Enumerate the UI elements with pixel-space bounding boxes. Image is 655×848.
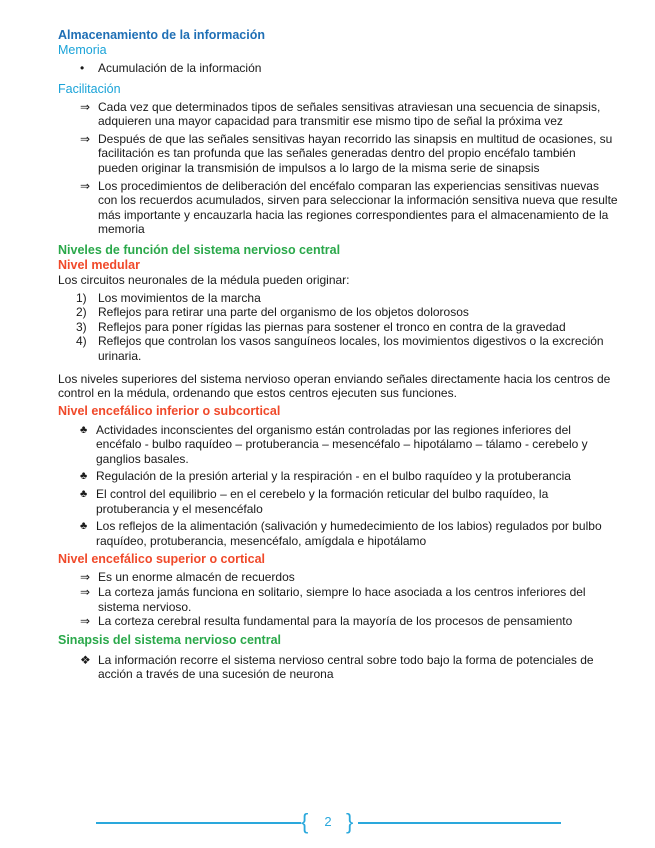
arrow-icon: ⇒ xyxy=(80,585,91,600)
section-title-sinapsis: Sinapsis del sistema nervioso central xyxy=(58,632,282,647)
page-number: 2 xyxy=(324,814,332,829)
bullet-icon: • xyxy=(80,61,85,75)
document-page xyxy=(58,28,618,682)
left-brace-icon: { xyxy=(301,809,309,834)
list-number: 4) xyxy=(76,334,87,349)
club-icon: ♣ xyxy=(80,488,88,501)
arrow-icon: ⇒ xyxy=(80,178,91,193)
right-brace-icon: } xyxy=(346,809,354,834)
arrow-icon: ⇒ xyxy=(80,131,91,146)
club-icon: ♣ xyxy=(80,520,88,533)
list-item: ⇒ Cada vez que determinados tipos de señales sensitivas atraviesan una secuencia de sinapsis, adquieren una mayor capacidad para transmitir ese mismo tipo de señal la próxima vez xyxy=(80,99,601,129)
paragraph-outro: Los niveles superiores del sistema nervioso operan enviando señales directamente hacia los centros de control en la médula, ordenando que estos centros ejecuten sus funciones. xyxy=(58,371,611,401)
list-item: ⇒ Los procedimientos de deliberación del encéfalo comparan las experiencias sensitivas nuevas con los recuerdos acumulados, sirven para seleccionar la información sensitiva nueva que resulte más importante y encauzarla hacia las regiones correspondientes para el almacenamiento de la memoria xyxy=(80,178,618,237)
club-icon: ♣ xyxy=(80,423,88,436)
arrow-icon: ⇒ xyxy=(80,614,91,629)
list-item: ♣ Los reflejos de la alimentación (salivación y humedecimiento de los labios) regulados por bulbo raquídeo, protuberancia, mesencéfalo, amígdala e hipotálamo xyxy=(80,519,602,548)
list-item: ♣ Regulación de la presión arterial y la respiración - en el bulbo raquídeo y la protuberancia xyxy=(80,469,571,484)
footer-line-right xyxy=(358,822,561,824)
footer-line-left xyxy=(96,822,301,824)
list-item: ⇒ Es un enorme almacén de recuerdos xyxy=(80,570,295,585)
subsection-title-superior: Nivel encefálico superior o cortical xyxy=(58,552,266,567)
paragraph-intro: Los circuitos neuronales de la médula pueden originar: xyxy=(58,272,350,287)
list-item: ⇒ La corteza cerebral resulta fundamental para la mayoría de los procesos de pensamiento xyxy=(80,614,573,629)
list-item: 3) Reflejos para poner rígidas las piernas para sostener el tronco en contra de la gravedad xyxy=(76,319,566,334)
subsection-title-inferior: Nivel encefálico inferior o subcortical xyxy=(58,403,281,418)
diamond-icon: ❖ xyxy=(80,652,91,667)
section-title-almacenamiento: Almacenamiento de la información xyxy=(58,28,265,42)
page-footer xyxy=(96,808,561,838)
section-title-niveles: Niveles de función del sistema nervioso central xyxy=(58,242,341,257)
arrow-icon: ⇒ xyxy=(80,99,91,114)
list-item: ⇒ Después de que las señales sensitivas hayan recorrido las sinapsis en multitud de ocasiones, su facilitación es tan profunda que las señales generadas dentro del propio encéfalo también pueden originar la transmisión de impulsos a lo largo de la misma serie de sinapsis xyxy=(80,131,613,175)
subsection-title-memoria: Memoria xyxy=(58,43,107,57)
list-item: ⇒ La corteza jamás funciona en solitario, siempre lo hace asociada a los centros inferiores del sistema nervioso. xyxy=(80,585,586,614)
list-item: ♣ Actividades inconscientes del organismo están controladas por las regiones inferiores del encéfalo - bulbo raquídeo – protuberancia – mesencéfalo – hipotálamo – tálamo - cerebelo y ganglios basales. xyxy=(80,422,588,466)
list-item: 4) Reflejos que controlan los vasos sanguíneos locales, los movimientos digestivos o la excreción urinaria. xyxy=(76,334,604,363)
list-item: 1) Los movimientos de la marcha xyxy=(76,290,261,305)
list-item: 2) Reflejos para retirar una parte del organismo de los objetos dolorosos xyxy=(76,305,469,320)
list-number: 2) xyxy=(76,305,87,320)
list-item: ♣ El control del equilibrio – en el cerebelo y la formación reticular del bulbo raquídeo, la protuberancia y el mesencéfalo xyxy=(80,487,549,516)
arrow-icon: ⇒ xyxy=(80,570,91,585)
club-icon: ♣ xyxy=(80,470,88,483)
list-number: 3) xyxy=(76,319,87,334)
list-item: • Acumulación de la información xyxy=(80,61,262,75)
list-item: ❖ La información recorre el sistema nervioso central sobre todo bajo la forma de potenciales de acción a través de una sucesión de neurona xyxy=(80,652,594,682)
list-number: 1) xyxy=(76,290,87,305)
subsection-title-medular: Nivel medular xyxy=(58,257,140,272)
subsection-title-facilitacion: Facilitación xyxy=(58,81,121,96)
